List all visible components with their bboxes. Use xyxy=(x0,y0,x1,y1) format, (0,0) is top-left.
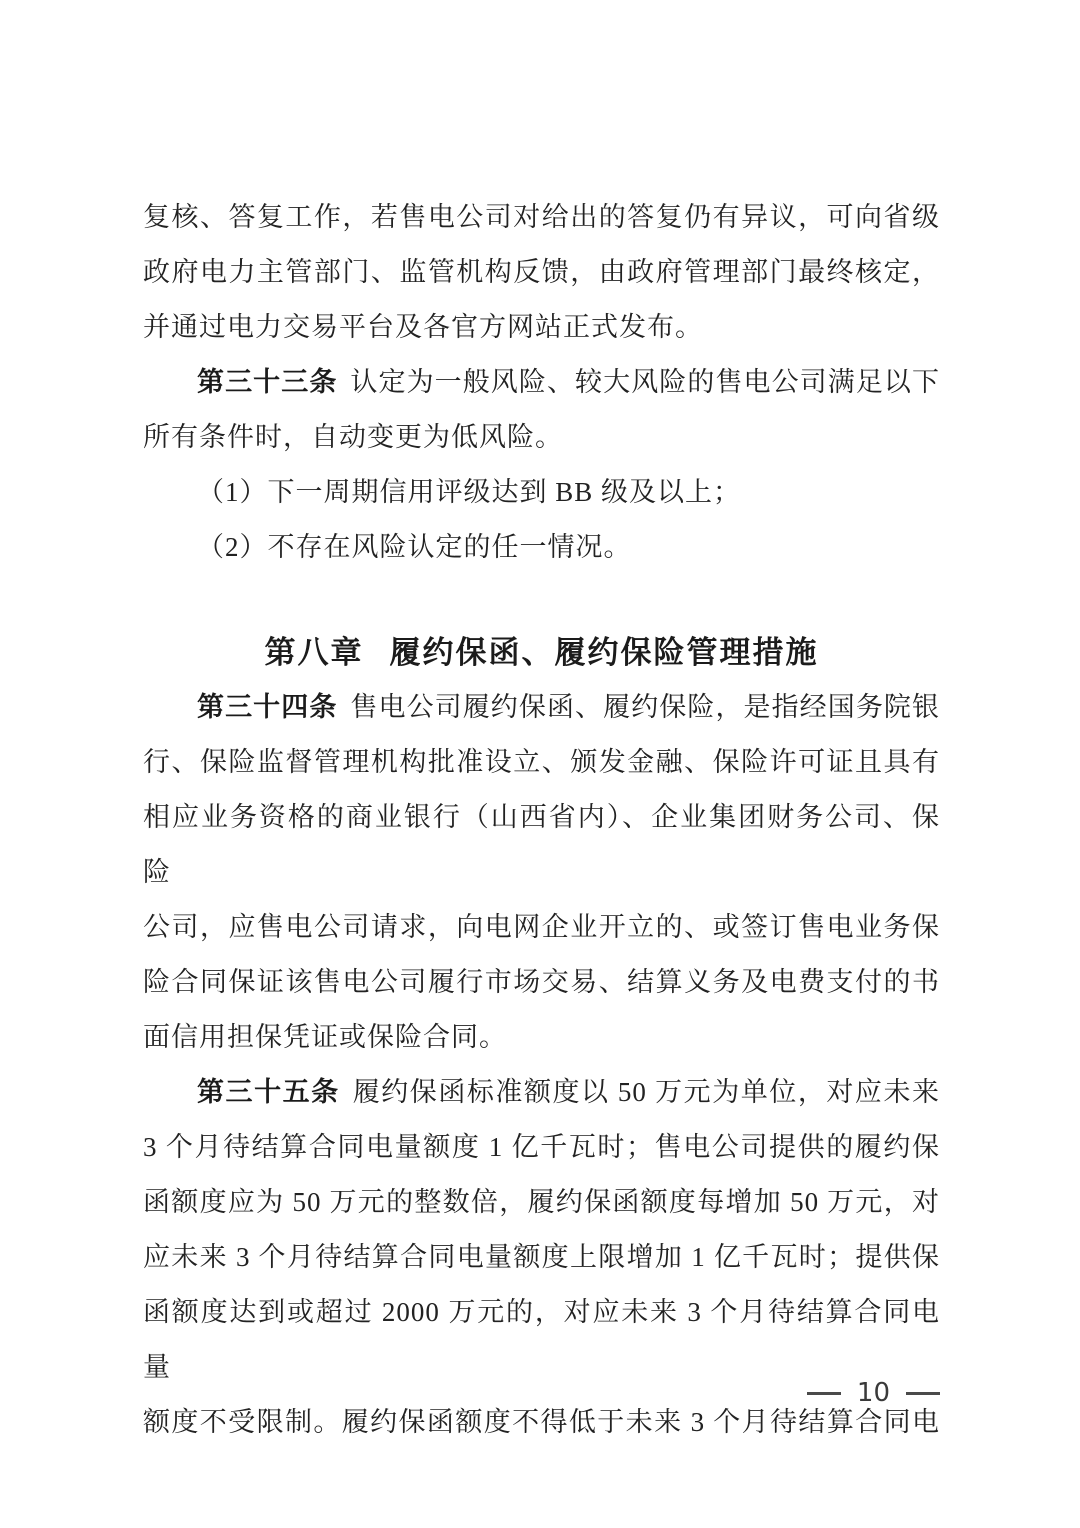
page-footer xyxy=(807,1378,940,1408)
text-run: 认定为一般风险、较大风险的售电公司满足以下 xyxy=(350,367,941,397)
page-number: 10 xyxy=(856,1378,890,1408)
text-run: 并通过电力交易平台及各官方网站正式发布。 xyxy=(143,312,703,342)
text-line xyxy=(143,520,940,575)
text-run: （2）不存在风险认定的任一情况。 xyxy=(197,532,632,562)
text-run: 所有条件时，自动变更为低风险。 xyxy=(143,422,563,452)
text-run: 函额度应为 50 万元的整数倍，履约保函额度每增加 50 万元，对 xyxy=(143,1187,940,1217)
text-line xyxy=(143,1010,940,1065)
text-run: 公司，应售电公司请求，向电网企业开立的、或签订售电业务保 xyxy=(143,912,940,942)
chapter-heading xyxy=(143,625,940,680)
text-line xyxy=(143,190,940,245)
text-line xyxy=(143,955,940,1010)
article-number: 第三十四条 xyxy=(197,692,338,722)
text-run: 履约保函标准额度以 50 万元为单位，对应未来 xyxy=(352,1077,941,1107)
text-run: 3 个月待结算合同电量额度 1 亿千瓦时；售电公司提供的履约保 xyxy=(143,1132,940,1162)
text-line xyxy=(143,1175,940,1230)
footer-dash-left xyxy=(807,1392,841,1395)
text-line xyxy=(143,735,940,790)
text-run: 行、保险监督管理机构批准设立、颁发金融、保险许可证且具有 xyxy=(143,747,940,777)
footer-dash-right xyxy=(906,1392,940,1395)
paragraph-spacer xyxy=(143,575,940,625)
text-run: 额度不受限制。履约保函额度不得低于未来 3 个月待结算合同电 xyxy=(143,1407,940,1437)
text-line xyxy=(143,1120,940,1175)
text-run: 政府电力主管部门、监管机构反馈，由政府管理部门最终核定， xyxy=(143,257,940,287)
article-number: 第三十五条 xyxy=(197,1077,340,1107)
text-run: 面信用担保凭证或保险合同。 xyxy=(143,1022,507,1052)
text-line xyxy=(143,680,940,735)
text-line xyxy=(143,245,940,300)
text-line xyxy=(143,1065,940,1120)
text-run: 函额度达到或超过 2000 万元的，对应未来 3 个月待结算合同电量 xyxy=(143,1297,940,1382)
text-run: 售电公司履约保函、履约保险，是指经国务院银 xyxy=(350,692,941,722)
document-body xyxy=(143,190,940,1450)
text-line xyxy=(143,300,940,355)
text-run: 应未来 3 个月待结算合同电量额度上限增加 1 亿千瓦时；提供保 xyxy=(143,1242,940,1272)
text-run: （1）下一周期信用评级达到 BB 级及以上； xyxy=(197,477,742,507)
text-run: 复核、答复工作，若售电公司对给出的答复仍有异议，可向省级 xyxy=(143,202,940,232)
article-number: 履约保函、履约保险管理措施 xyxy=(389,635,819,670)
text-line xyxy=(143,410,940,465)
article-number: 第八章 xyxy=(264,635,364,670)
article-number: 第三十三条 xyxy=(197,367,338,397)
text-line xyxy=(143,1230,940,1285)
text-line xyxy=(143,465,940,520)
text-line xyxy=(143,355,940,410)
text-line xyxy=(143,900,940,955)
text-line xyxy=(143,790,940,900)
text-run: 险合同保证该售电公司履行市场交易、结算义务及电费支付的书 xyxy=(143,967,940,997)
text-run: 相应业务资格的商业银行（山西省内）、企业集团财务公司、保险 xyxy=(143,802,940,887)
